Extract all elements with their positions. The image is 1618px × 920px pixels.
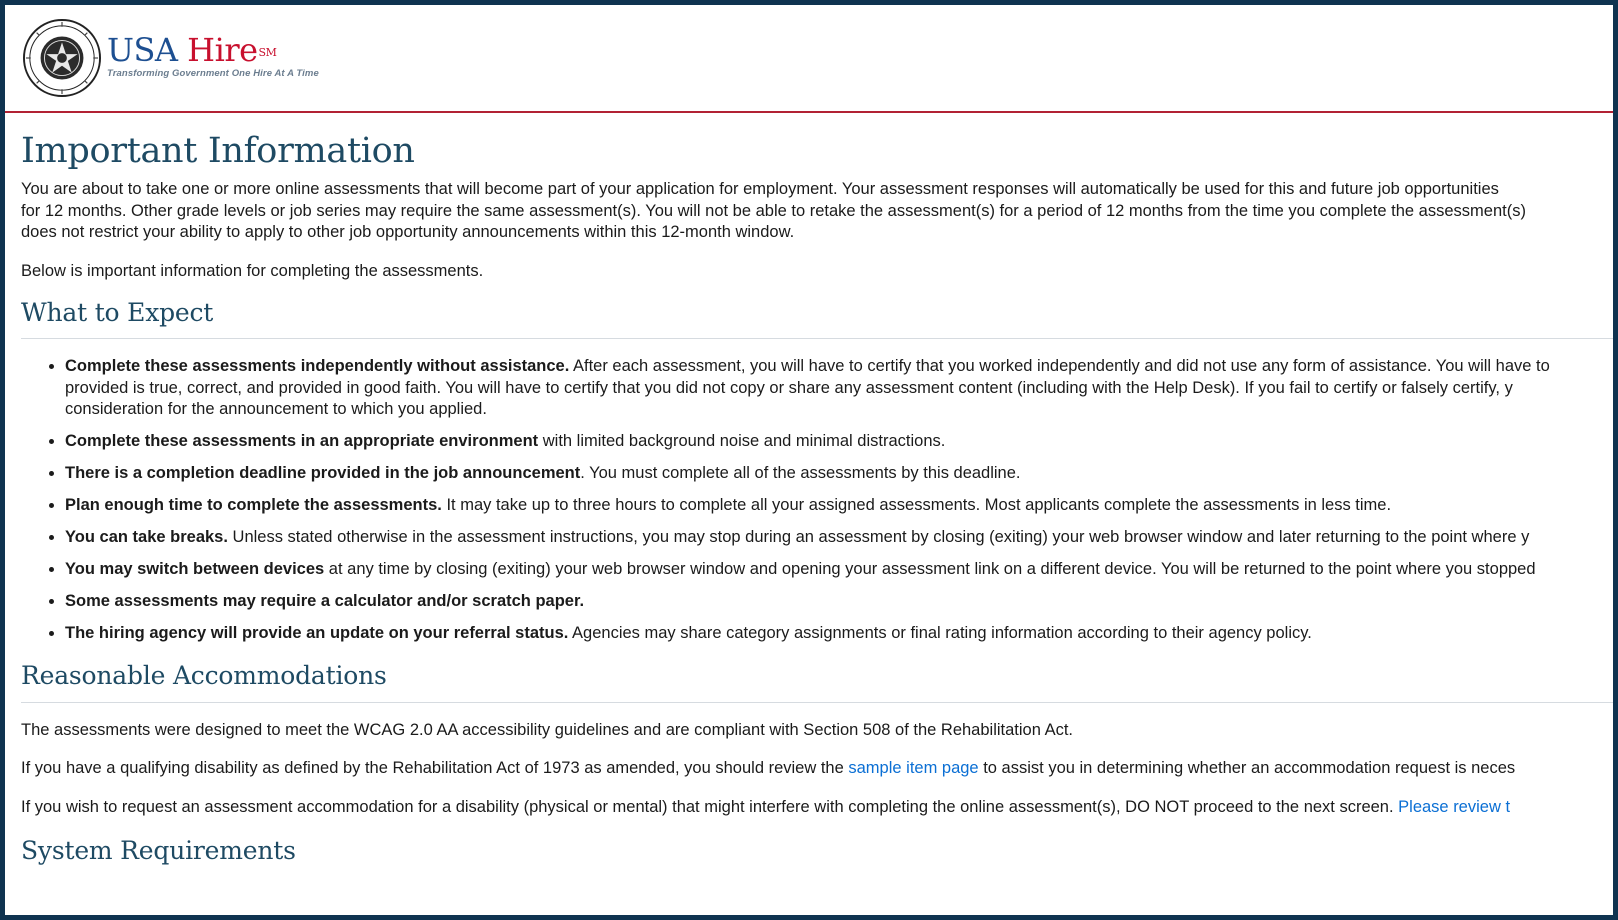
item-text-line-3: consideration for the announcement to which you applied. [65, 400, 487, 418]
brand-usa: USA [107, 31, 178, 69]
main-content [21, 125, 1613, 865]
intro-line-3: does not restrict your ability to apply to other job opportunity announcements within this 12-month window. [21, 223, 795, 241]
intro-line-1: You are about to take one or more online assessments that will become part of your application for employment. Your assessment responses will automatically be used for this and future job opportunities [21, 180, 1499, 198]
section-divider [21, 338, 1613, 339]
list-item [65, 559, 1613, 581]
brand-name [107, 33, 319, 67]
site-header [5, 5, 1613, 113]
accommodations-paragraph-2: If you have a qualifying disability as defined by the Rehabilitation Act of 1973 as amended, you should review the sample item page to assist you in determining whether an accommodation request is neces [21, 759, 1516, 777]
expect-list [21, 356, 1613, 645]
please-review-link[interactable]: Please review t [1398, 797, 1511, 816]
browser-viewport [5, 5, 1613, 915]
brand-tagline: Transforming Government One Hire At A Time [107, 68, 319, 79]
list-item [65, 527, 1613, 549]
section-heading-accommodations: Reasonable Accommodations [21, 660, 387, 690]
item-bold: You can take breaks. [65, 528, 228, 546]
accommodations-paragraph-3: If you wish to request an assessment accommodation for a disability (physical or mental) that might interfere with completing the online assessment(s), DO NOT proceed to the next screen. Please review t [21, 797, 1511, 816]
item-text: Agencies may share category assignments or final rating information according to their agency policy. [568, 624, 1312, 642]
item-bold: You may switch between devices [65, 560, 325, 578]
item-text: It may take up to three hours to complete all your assigned assessments. Most applicants complete the assessments in less time. [441, 496, 1392, 514]
intro-paragraph [21, 179, 1613, 244]
opm-seal-logo [23, 19, 101, 97]
item-text-line-2: provided is true, correct, and provided in good faith. You will have to certify that you did not copy or share any assessment content (including with the Help Desk). If you fail to certify or falsely certify, y [65, 378, 1513, 397]
item-text: with limited background noise and minimal distractions. [538, 432, 946, 450]
intro-paragraph-2: Below is important information for completing the assessments. [21, 261, 484, 280]
service-mark: SM [258, 46, 277, 59]
list-item [65, 495, 1613, 517]
item-bold: Complete these assessments independently without assistance. [65, 357, 570, 375]
accommodations-paragraph-1: The assessments were designed to meet the WCAG 2.0 AA accessibility guidelines and are compliant with Section 508 of the Rehabilitation Act. [21, 720, 1073, 739]
item-text: at any time by closing (exiting) your web browser window and opening your assessment link on a different device. You will be returned to the point where you stopped [324, 560, 1536, 578]
list-item [65, 463, 1613, 485]
section-divider [21, 702, 1613, 703]
item-text: Unless stated otherwise in the assessment instructions, you may stop during an assessment by closing (exiting) your web browser window and later returning to the point where y [227, 528, 1530, 546]
sample-item-page-link[interactable]: sample item page [848, 759, 979, 777]
page-title: Important Information [21, 131, 415, 171]
intro-line-2: for 12 months. Other grade levels or job series may require the same assessment(s). You will not be able to retake the assessment(s) for a period of 12 months from the time you complete the assessment(s) [21, 201, 1526, 220]
item-bold: The hiring agency will provide an update on your referral status. [65, 624, 569, 642]
section-heading-what-to-expect: What to Expect [21, 298, 214, 327]
item-bold: Some assessments may require a calculator and/or scratch paper. [65, 592, 585, 610]
usa-hire-logo[interactable] [107, 33, 319, 79]
list-item [65, 356, 1613, 421]
item-text: After each assessment, you will have to certify that you worked independently and did not use any form of assistance. You will have to [569, 357, 1550, 375]
list-item [65, 623, 1613, 645]
item-bold: Plan enough time to complete the assessments. [65, 496, 442, 514]
item-bold: Complete these assessments in an appropriate environment [65, 432, 539, 450]
section-heading-system-requirements: System Requirements [21, 836, 296, 865]
list-item [65, 591, 1613, 613]
item-text: . You must complete all of the assessments by this deadline. [580, 464, 1021, 482]
brand-hire: Hire [187, 31, 258, 69]
item-bold: There is a completion deadline provided in the job announcement [65, 464, 581, 482]
list-item [65, 431, 1613, 453]
